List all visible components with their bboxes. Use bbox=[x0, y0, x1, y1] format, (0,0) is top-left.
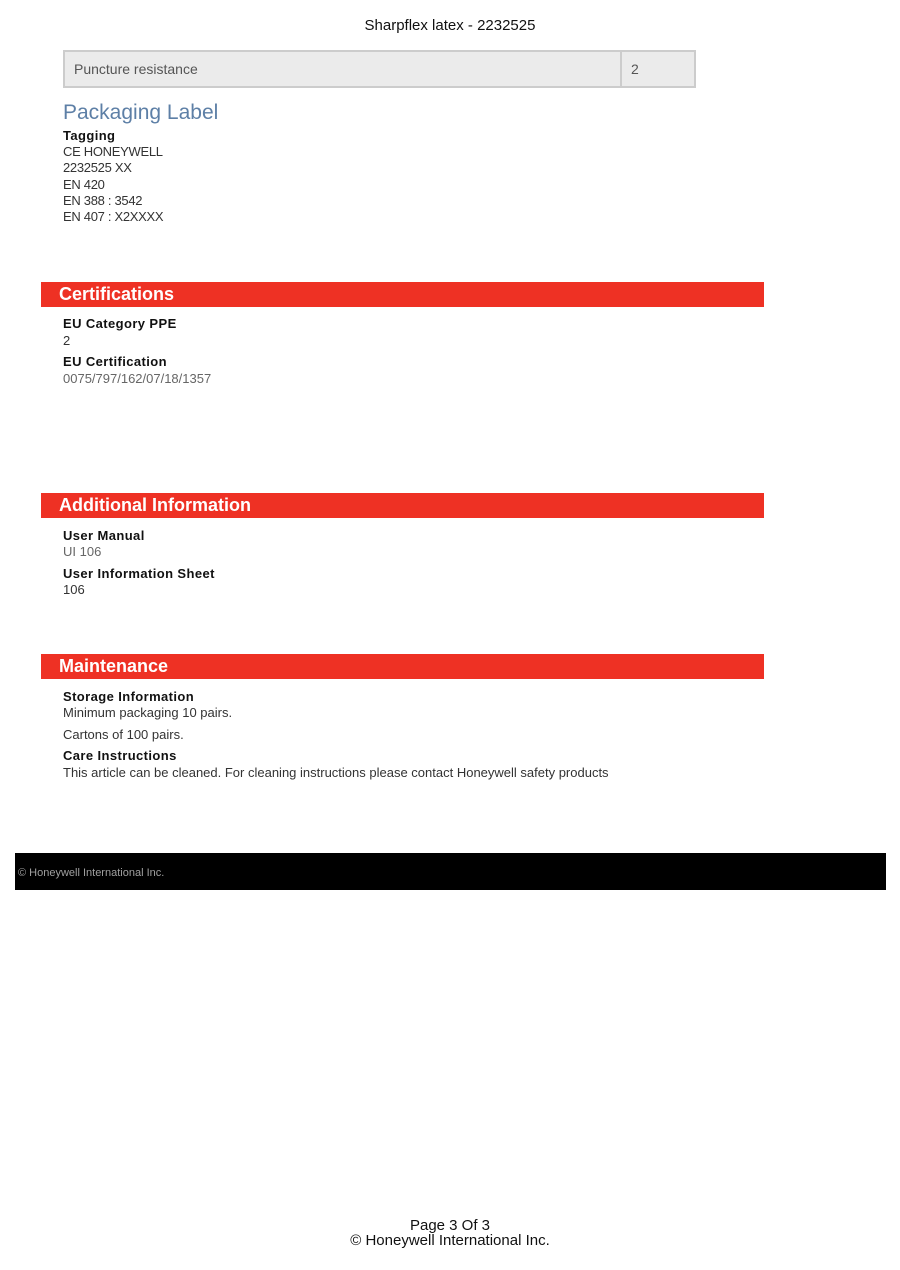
eu-category-value: 2 bbox=[63, 333, 71, 348]
certifications-section-header: Certifications bbox=[41, 282, 764, 307]
tagging-line: 2232525 XX bbox=[63, 160, 132, 176]
document-title: Sharpflex latex - 2232525 bbox=[364, 17, 536, 34]
tagging-lines bbox=[63, 144, 163, 225]
packaging-label-heading: Packaging Label bbox=[63, 101, 219, 124]
footer-copyright: © Honeywell International Inc. bbox=[18, 867, 165, 879]
user-manual-value: UI 106 bbox=[63, 544, 102, 559]
care-instructions-value: This article can be cleaned. For cleaning instructions please contact Honeywell safety products bbox=[63, 765, 609, 780]
storage-information-line: Cartons of 100 pairs. bbox=[63, 727, 184, 742]
user-manual-label: User Manual bbox=[63, 528, 145, 543]
page-copyright: © Honeywell International Inc. bbox=[350, 1232, 550, 1249]
storage-information-line: Minimum packaging 10 pairs. bbox=[63, 705, 233, 720]
spec-value-cell: 2 bbox=[621, 51, 695, 87]
page-number: Page 3 Of 3 bbox=[409, 1217, 491, 1234]
eu-category-label: EU Category PPE bbox=[63, 316, 177, 331]
page-footer bbox=[0, 1218, 900, 1248]
maintenance-section-header: Maintenance bbox=[41, 654, 764, 679]
care-instructions-label: Care Instructions bbox=[63, 748, 177, 763]
user-information-sheet-label: User Information Sheet bbox=[63, 566, 215, 581]
eu-certification-value: 0075/797/162/07/18/1357 bbox=[63, 371, 212, 386]
tagging-line: EN 388 : 3542 bbox=[63, 192, 143, 208]
tagging-line: EN 420 bbox=[63, 176, 105, 192]
eu-certification-label: EU Certification bbox=[63, 354, 167, 369]
storage-information-label: Storage Information bbox=[63, 689, 195, 704]
spec-table bbox=[63, 50, 696, 88]
user-information-sheet-value: 106 bbox=[63, 582, 85, 597]
footer-bar bbox=[15, 853, 886, 890]
tagging-line: EN 407 : X2XXXX bbox=[63, 209, 164, 225]
tagging-line: CE HONEYWELL bbox=[63, 144, 163, 159]
table-row bbox=[64, 51, 695, 87]
tagging-label: Tagging bbox=[63, 128, 116, 143]
additional-information-section-header: Additional Information bbox=[41, 493, 764, 518]
spec-label-cell: Puncture resistance bbox=[64, 51, 621, 87]
